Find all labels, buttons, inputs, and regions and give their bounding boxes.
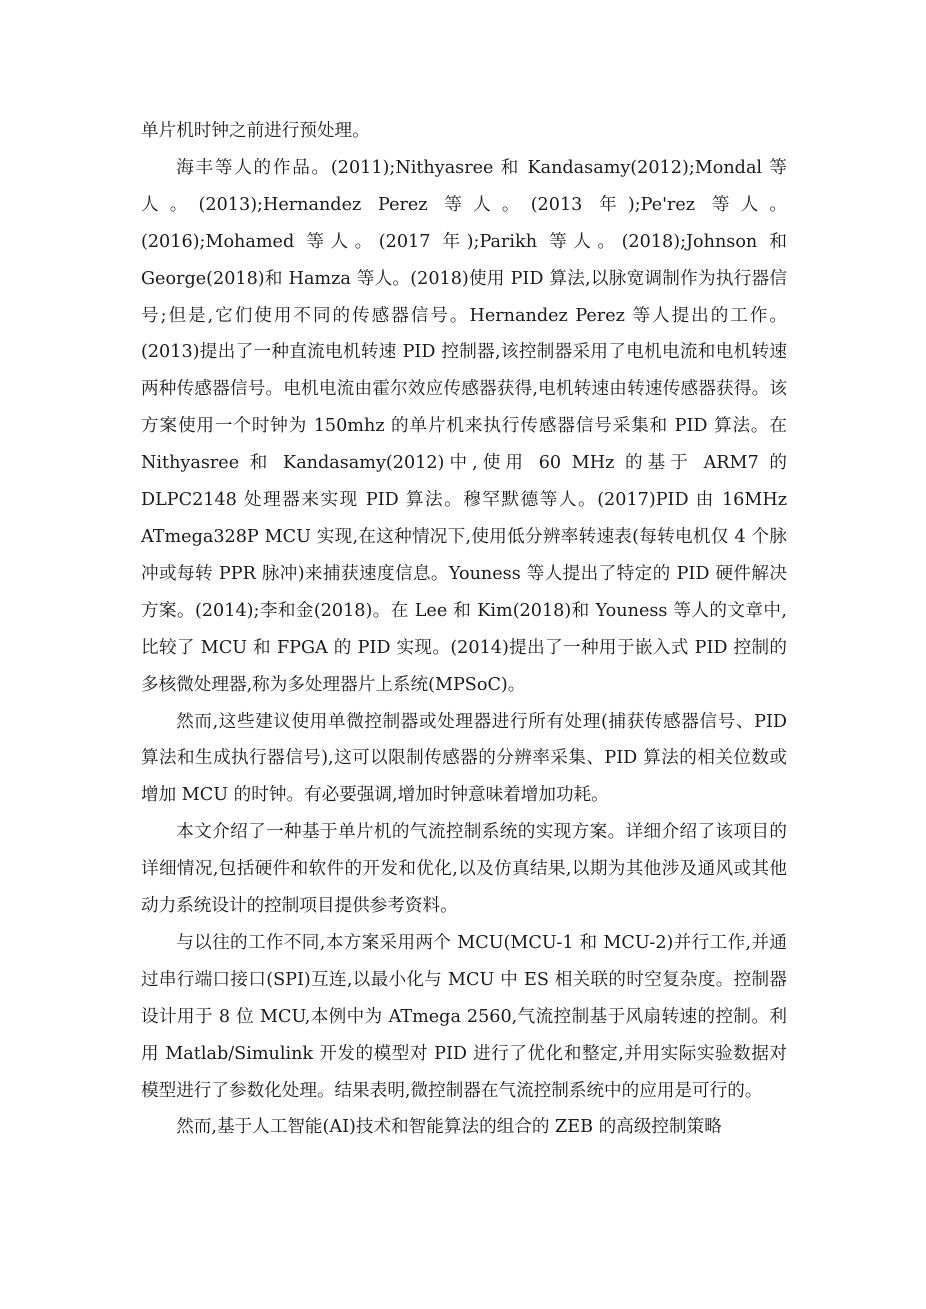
paragraph-proposal: 与以往的工作不同,本方案采用两个 MCU(MCU-1 和 MCU-2)并行工作,并通过串行端口接口(SPI)互连,以最小化与 MCU 中 ES 相关联的时空复杂度。控制器设计用于 8 位 MCU,本例中为 ATmega 2560,气流控制基于风扇转速的控制。利用 Matlab/Simulink 开发的模型对 PID 进行了优化和整定,并用实际实验数据对模型进行了参数化处理。结果表明,微控制器在气流控制系统中的应用是可行的。: [141, 932, 787, 1101]
body-text: [141, 113, 787, 1146]
paragraph-continuation: 单片机时钟之前进行预处理。: [141, 121, 370, 141]
paragraph-advanced-control: 然而,基于人工智能(AI)技术和智能算法的组合的 ZEB 的高级控制策略: [176, 1117, 722, 1138]
paragraph-introduction: 本文介绍了一种基于单片机的气流控制系统的实现方案。详细介绍了该项目的详细情况,包括硬件和软件的开发和优化,以及仿真结果,以期为其他涉及通风或其他动力系统设计的控制项目提供参考资料。: [141, 822, 787, 917]
paragraph-related-work: 海丰等人的作品。(2011);Nithyasree 和 Kandasamy(2012);Mondal 等人。(2013);Hernandez Perez 等人。(2013 年);Pe'rez 等人。(2016);Mohamed 等人。(2017 年);Parikh 等人。(2018);Johnson 和 George(2018)和 Hamza 等人。(2018)使用 PID 算法,以脉宽调制作为执行器信号;但是,它们使用不同的传感器信号。Hernandez Perez 等人提出的工作。(2013)提出了一种直流电机转速 PID 控制器,该控制器采用了电机电流和电机转速两种传感器信号。电机电流由霍尔效应传感器获得,电机转速由转速传感器获得。该方案使用一个时钟为 150mhz 的单片机来执行传感器信号采集和 PID 算法。在 Nithyasree 和 Kandasamy(2012)中,使用 60 MHz 的基于 ARM7 的 DLPC2148 处理器来实现 PID 算法。穆罕默德等人。(2017)PID 由 16MHz ATmega328P MCU 实现,在这种情况下,使用低分辨率转速表(每转电机仅 4 个脉冲或每转 PPR 脉冲)来捕获速度信息。Youness 等人提出了特定的 PID 硬件解决方案。(2014);李和金(2018)。在 Lee 和 Kim(2018)和 Youness 等人的文章中,比较了 MCU 和 FPGA 的 PID 实现。(2014)提出了一种用于嵌入式 PID 控制的多核微处理器,称为多处理器片上系统(MPSoC)。: [141, 157, 787, 695]
paragraph-limitations: 然而,这些建议使用单微控制器或处理器进行所有处理(捕获传感器信号、PID 算法和生成执行器信号),这可以限制传感器的分辨率采集、PID 算法的相关位数或增加 MCU 的时钟。有必要强调,增加时钟意味着增加功耗。: [141, 711, 787, 806]
